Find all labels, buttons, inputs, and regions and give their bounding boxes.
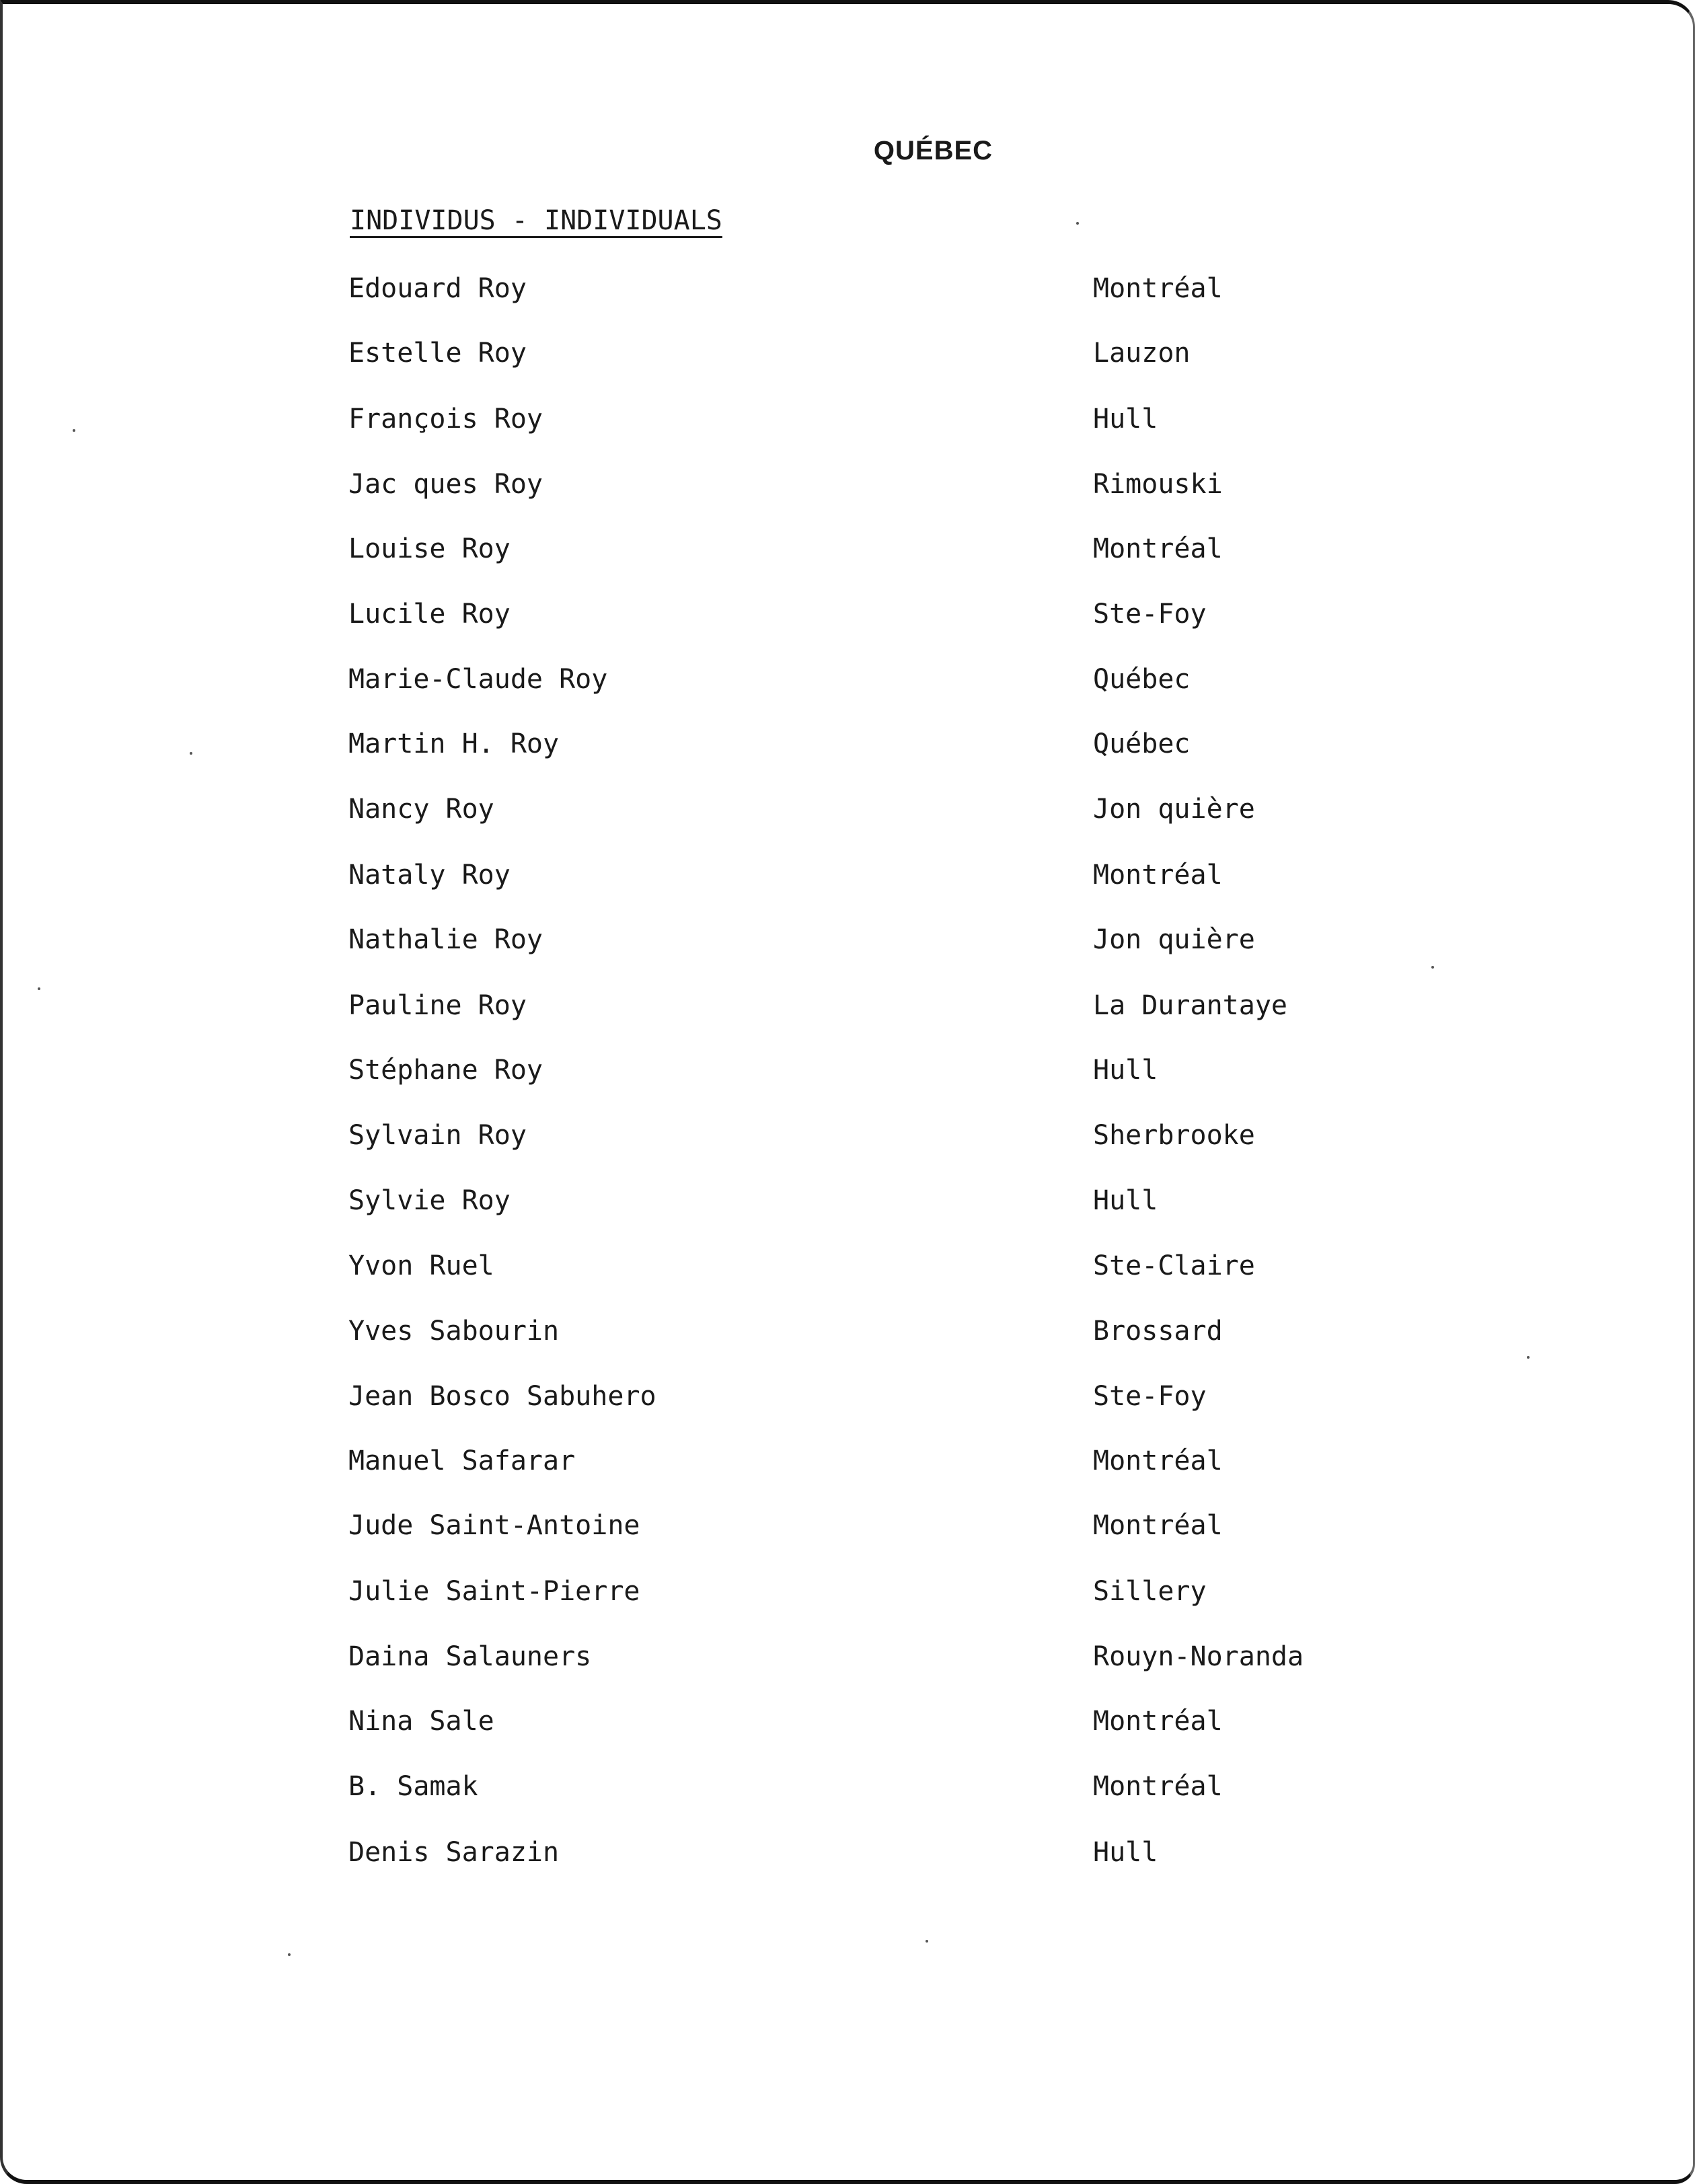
entry-name: Jac ques Roy	[348, 469, 543, 500]
entry-city: Québec	[1093, 728, 1191, 759]
entry-name: François Roy	[348, 404, 543, 435]
entry-name: Estelle Roy	[348, 338, 527, 369]
entry-name: Sylvie Roy	[348, 1185, 511, 1216]
entry-name: Nataly Roy	[348, 860, 511, 891]
list-item	[0, 404, 1695, 444]
page-title: QUÉBEC	[873, 136, 993, 165]
scan-speck	[73, 429, 75, 432]
entry-name: Yves Sabourin	[348, 1316, 560, 1347]
entry-city: Sherbrooke	[1093, 1120, 1255, 1151]
scan-speck	[926, 1940, 928, 1943]
list-item	[0, 1185, 1695, 1226]
list-item	[0, 1706, 1695, 1746]
entry-name: Martin H. Roy	[348, 728, 560, 759]
scan-speck	[288, 1953, 291, 1956]
entry-name: Julie Saint-Pierre	[348, 1576, 640, 1607]
list-item	[0, 1576, 1695, 1616]
list-item	[0, 1641, 1695, 1682]
scan-speck	[1076, 222, 1079, 225]
scan-speck	[38, 987, 40, 990]
list-item	[0, 1316, 1695, 1356]
entry-name: B. Samak	[348, 1771, 478, 1802]
entry-city: Montréal	[1093, 533, 1223, 564]
list-item	[0, 533, 1695, 574]
list-item	[0, 1445, 1695, 1486]
entry-name: Daina Salauners	[348, 1641, 592, 1672]
entry-city: Jon quière	[1093, 924, 1255, 955]
list-item	[0, 599, 1695, 639]
entry-name: Denis Sarazin	[348, 1837, 560, 1868]
entry-city: Montréal	[1093, 1771, 1223, 1802]
entry-city: Montréal	[1093, 860, 1223, 891]
entry-city: Jon quière	[1093, 794, 1255, 825]
list-item	[0, 664, 1695, 704]
list-item	[0, 338, 1695, 378]
list-item	[0, 924, 1695, 965]
section-heading: INDIVIDUS - INDIVIDUALS	[350, 205, 722, 236]
entry-name: Nancy Roy	[348, 794, 494, 825]
entry-city: Hull	[1093, 1837, 1158, 1868]
entry-city: Ste-Foy	[1093, 599, 1207, 630]
entry-name: Sylvain Roy	[348, 1120, 527, 1151]
entry-city: Hull	[1093, 1055, 1158, 1086]
list-item	[0, 990, 1695, 1030]
list-item	[0, 794, 1695, 834]
entry-name: Nina Sale	[348, 1706, 494, 1737]
entry-city: Ste-Foy	[1093, 1381, 1207, 1412]
entry-name: Nathalie Roy	[348, 924, 543, 955]
scan-speck	[1431, 966, 1434, 969]
entry-name: Lucile Roy	[348, 599, 511, 630]
entry-city: Montréal	[1093, 1445, 1223, 1476]
list-item	[0, 728, 1695, 769]
entry-name: Pauline Roy	[348, 990, 527, 1021]
list-item	[0, 1055, 1695, 1095]
entry-city: Ste-Claire	[1093, 1250, 1255, 1281]
list-item	[0, 1837, 1695, 1877]
list-item	[0, 1381, 1695, 1421]
entry-city: Québec	[1093, 664, 1191, 695]
entry-name: Edouard Roy	[348, 273, 527, 304]
list-item	[0, 469, 1695, 509]
list-item	[0, 1771, 1695, 1811]
entry-name: Louise Roy	[348, 533, 511, 564]
entry-city: Hull	[1093, 1185, 1158, 1216]
entry-city: Brossard	[1093, 1316, 1223, 1347]
list-item	[0, 1120, 1695, 1160]
list-item	[0, 1250, 1695, 1291]
entry-city: Montréal	[1093, 1706, 1223, 1737]
entry-name: Jean Bosco Sabuhero	[348, 1381, 656, 1412]
entry-city: Lauzon	[1093, 338, 1191, 369]
entry-name: Jude Saint-Antoine	[348, 1510, 640, 1541]
entry-name: Stéphane Roy	[348, 1055, 543, 1086]
scan-speck	[1527, 1356, 1530, 1359]
entry-city: La Durantaye	[1093, 990, 1287, 1021]
entry-city: Rouyn-Noranda	[1093, 1641, 1304, 1672]
scan-speck	[190, 752, 192, 755]
entry-city: Hull	[1093, 404, 1158, 435]
list-item	[0, 860, 1695, 900]
entry-city: Sillery	[1093, 1576, 1207, 1607]
entry-city: Montréal	[1093, 273, 1223, 304]
list-item	[0, 273, 1695, 313]
list-item	[0, 1510, 1695, 1550]
entry-name: Manuel Safarar	[348, 1445, 576, 1476]
entry-city: Montréal	[1093, 1510, 1223, 1541]
entry-name: Yvon Ruel	[348, 1250, 494, 1281]
entry-name: Marie-Claude Roy	[348, 664, 608, 695]
entry-city: Rimouski	[1093, 469, 1223, 500]
